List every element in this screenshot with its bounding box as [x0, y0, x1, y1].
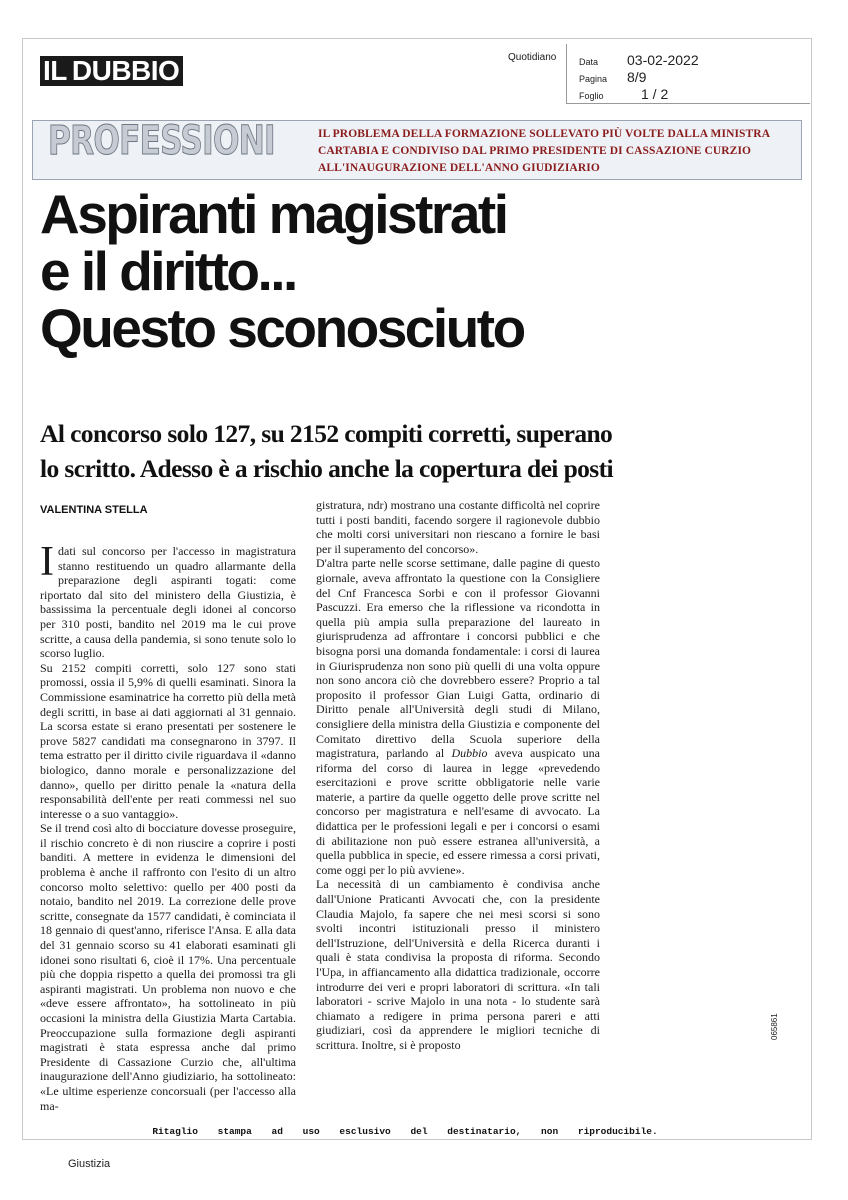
byline: VALENTINA STELLA [40, 504, 148, 516]
logo-dubbio: DUBBIO [70, 56, 183, 86]
column-2-paragraph-3: La necessità di un cambiamento è condivisa anche dall'Unione Praticanti Avvocati che, con la presidente Claudia Majolo, fa sapere che nei mesi scorsi si sono svolti incontri istituzionali presso il ministero dell'Istruzione, dell'Università e della Ricerca duranti i quali è stata condivisa la proposta di riforma. Secondo l'Upa, in affiancamento alla didattica tradizionale, occorre introdurre dei veri e propri laboratori di scrittura. «In tali laboratori - scrive Majolo in una nota - lo studente sarà chiamato a redigere in prima persona pareri e atti giudiziari, così da apprendere le migliori tecniche di scrittura. Inoltre, si è proposto [316, 877, 600, 1052]
column-2-paragraph-1: gistratura, ndr) mostrano una costante difficoltà nel coprire tutti i posti banditi, facendo sorgere il ragionevole dubbio che molti corsi universitari non riescano a fornire le basi per il superamento del concorso». [316, 498, 600, 556]
column-1-paragraph-1 [40, 539, 296, 661]
meta-data-label: Data [579, 57, 599, 67]
meta-data-value: 03-02-2022 [627, 52, 699, 68]
meta-box [566, 44, 810, 104]
meta-foglio-value: 1 / 2 [641, 86, 669, 102]
headline [40, 183, 800, 359]
column-2-paragraph-2-emphasis: Dubbio [451, 746, 488, 761]
subheadline-line-1: Al concorso solo 127, su 2152 compiti corretti, superano [40, 419, 613, 448]
copyright-strip: Ritaglio stampa ad uso esclusivo del destinatario, non riproducibile. [152, 1126, 658, 1137]
meta-row-pagina [579, 69, 646, 85]
column-1-paragraph-1-text: dati sul concorso per l'accesso in magistratura stanno restituendo un quadro allarmante della preparazione degli aspiranti togati: come riportato dal sito del ministero della Giustizia, è bassissima la percentuale degli idonei al concorso per 310 posti, bandito nel 2019 ma le cui prove scritte, a causa della pandemia, si sono tenute solo lo scorso luglio. [40, 544, 296, 661]
column-2-paragraph-2-a: D'altra parte nelle scorse settimane, dalle pagine di questo giornale, aveva affrontato la questione con la Consigliere del Cnf Francesca Sorbi e con il professor Giovanni Pascuzzi. Era emerso che la riflessione va ricondotta in quella più ampia sulla preparazione del laureato in giurisprudenza ad affrontare i concorsi pubblici e che bisogna porsi una domanda fondamentale: i corsi di laurea in Giurisprudenza non sono più quelli di una volta oppure non sono ancora ciò che dovrebbero essere? Proprio a tal proposito il professor Gian Luigi Gatta, ordinario di Diritto penale all'Università degli studi di Milano, consigliere della ministra della Giustizia e componente del Comitato direttivo della Scuola superiore della magistratura, parlando al [316, 556, 600, 761]
subheadline-line-2: lo scritto. Adesso è a rischio anche la copertura dei posti [40, 454, 614, 483]
meta-foglio-label: Foglio [579, 91, 604, 101]
column-2-paragraph-2 [316, 556, 600, 877]
column-1-paragraph-3: Se il trend così alto di bocciature dovesse proseguire, il rischio concreto è di non riuscire a coprire i posti banditi. A mettere in evidenza le dimensioni del problema è anche il raffronto con l'esito di un altro concorso molto selettivo: quello per 400 posti da notaio, bandito nel 2019. La correzione delle prove scritte, consegnate da 1577 candidati, è cominciata il 18 gennaio di quest'anno, riferisce l'Ansa. E alla data del 31 gennaio scorso su 41 elaborati esaminati gli idonei sono risultati 6, cioè il 17%. Una percentuale più che doppia rispetto a quella dei promossi tra gli aspiranti magistrati. Un problema non nuovo e che «deve essere affrontato», ha sottolineato in più occasioni la ministra della Giustizia Marta Cartabia. Preoccupazione sulla formazione degli aspiranti magistrati è stata espressa anche dal primo Presidente di Cassazione Curzio che, all'ultima inaugurazione dell'Anno giudiziario, ha sottolineato: «Le ultime esperienze concorsuali (per l'accesso alla ma- [40, 821, 296, 1113]
column-1-paragraph-2: Su 2152 compiti corretti, solo 127 sono stati promossi, ossia il 5,9% di quelli esaminati. Sinora la Commissione esaminatrice ha corretto più della metà degli scritti, in base ai dati aggiornati al 31 gennaio. La scorsa estate si erano presentati per sostenere le prove 5827 candidati ma consegnarono in 3797. Il tema estratto per il diritto civile riguardava il «danno biologico, danno morale e personalizzazione del danno», quello per diritto penale la «natura della responsabilità dell'ente per reati commessi nel suo interesse o a suo vantaggio». [40, 660, 296, 821]
section-banner-kicker: IL PROBLEMA DELLA FORMAZIONE SOLLEVATO PIÙ VOLTE DALLA MINISTRA CARTABIA E CONDIVISO DAL PRIMO PRESIDENTE DI CASSAZIONE CURZIO ALL'INAUGURAZIONE DELL'ANNO GIUDIZIARIO [318, 128, 770, 174]
logo-il: IL [40, 56, 70, 86]
column-2-paragraph-2-b: aveva auspicato una riforma del corso di laurea in legge «prevedendo esercitazioni e prove scritte obbligatorie nelle varie materie, a partire da quelle oggetto delle prove scritte nel concorso per magistratura e nell'esame di avvocato. La didattica per le professioni legali e per i concorsi o esami di abilitazione non può essere estranea all'università, a quella pubblica in specie, ed essere rimessa a corsi privati, come oggi per lo più avviene». [316, 746, 600, 877]
headline-line-3: Questo sconosciuto [40, 297, 524, 359]
meta-row-data [579, 52, 699, 68]
section-label: Giustizia [68, 1158, 111, 1170]
section-banner-word: PROFESSIONI [48, 118, 275, 164]
article-column-2 [316, 498, 600, 1053]
meta-pagina-value: 8/9 [627, 69, 647, 85]
dropcap: I [40, 539, 54, 585]
clipping-id: 065861 [770, 1013, 779, 1040]
publication-type: Quotidiano [508, 52, 557, 63]
article-column-1 [40, 539, 296, 1113]
meta-row-foglio [579, 86, 668, 102]
meta-pagina-label: Pagina [579, 74, 608, 84]
headline-line-1: Aspiranti magistrati [40, 183, 507, 245]
subheadline [40, 416, 800, 486]
headline-line-2: e il diritto... [40, 240, 296, 302]
newspaper-logo [40, 56, 183, 86]
